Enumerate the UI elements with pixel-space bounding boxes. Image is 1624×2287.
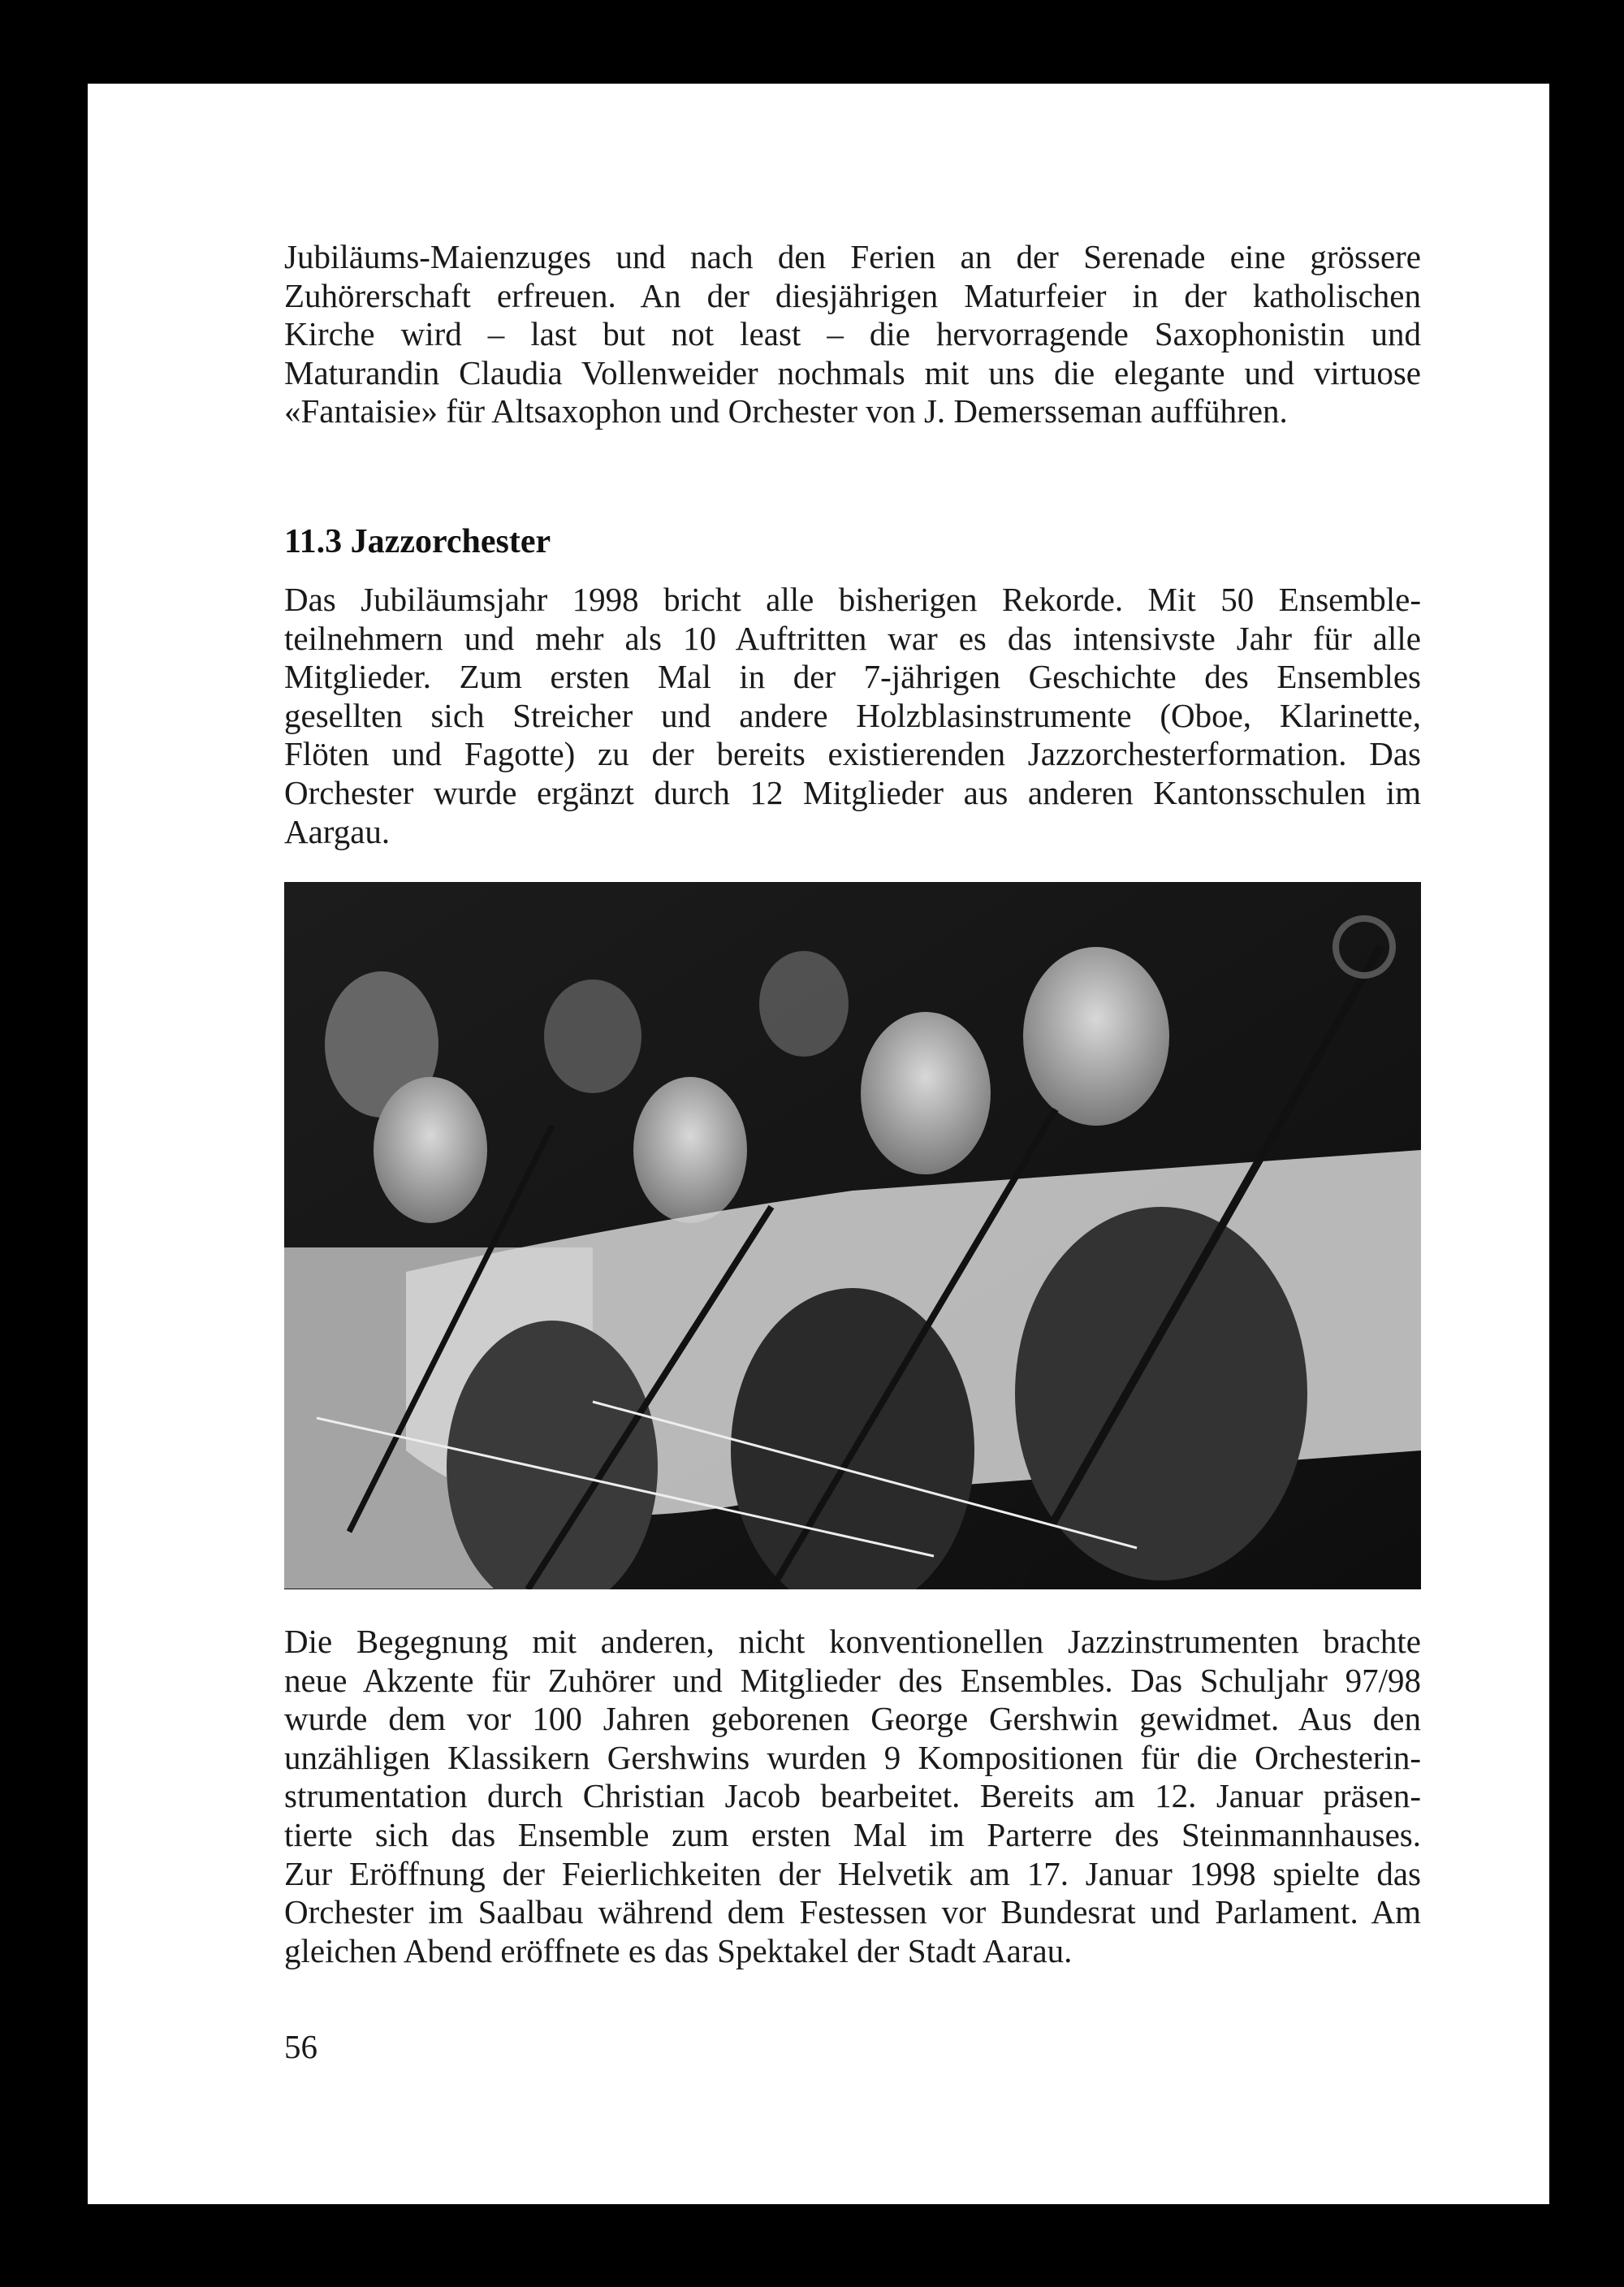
paragraph-2 <box>284 581 1421 851</box>
text-line: «Fantaisie» für Altsaxophon und Orchester von J. Demersseman aufführen. <box>284 392 1288 430</box>
text-line: Die Begegnung mit anderen, nicht konventionellen Jazzinstrumenten brachte <box>284 1623 1421 1660</box>
text-line: wurde dem vor 100 Jahren geborenen George Gershwin gewidmet. Aus den <box>284 1700 1421 1738</box>
text-line: neue Akzente für Zuhörer und Mitglieder des Ensembles. Das Schuljahr 97/98 <box>284 1661 1421 1699</box>
text-line: Orchester wurde ergänzt durch 12 Mitglieder aus anderen Kantonsschulen im <box>284 773 1421 811</box>
page-number: 56 <box>284 2028 317 2065</box>
text-line: Orchester im Saalbau während dem Festessen vor Bundesrat und Parlament. Am <box>284 1893 1421 1931</box>
paragraph-3 <box>284 1623 1421 1970</box>
text-line: Kirche wird – last but not least – die hervorragende Saxophonistin und <box>284 315 1421 353</box>
text-line: unzähligen Klassikern Gershwins wurden 9 Kompositionen für die Orchesterin- <box>284 1738 1421 1776</box>
paragraph-1 <box>284 238 1421 431</box>
text-line: Zur Eröffnung der Feierlichkeiten der Helvetik am 17. Januar 1998 spielte das <box>284 1854 1421 1892</box>
text-line: Jubiläums-Maienzuges und nach den Ferien an der Serenade eine grössere <box>284 238 1421 275</box>
text-line: Mitglieder. Zum ersten Mal in der 7-jährigen Geschichte des Ensembles <box>284 658 1421 696</box>
text-line: strumentation durch Christian Jacob bearbeitet. Bereits am 12. Januar präsen- <box>284 1777 1421 1815</box>
text-line: gleichen Abend eröffnete es das Spektakel der Stadt Aarau. <box>284 1931 1073 1969</box>
orchestra-cellists-photo <box>284 882 1421 1589</box>
text-line: gesellten sich Streicher und andere Holzblasinstrumente (Oboe, Klarinette, <box>284 696 1421 734</box>
text-line: Das Jubiläumsjahr 1998 bricht alle bisherigen Rekorde. Mit 50 Ensemble- <box>284 581 1421 618</box>
photo-image <box>284 882 1421 1589</box>
text-line: Zuhörerschaft erfreuen. An der diesjährigen Maturfeier in der katholischen <box>284 276 1421 314</box>
section-heading: 11.3 Jazzorchester <box>284 523 551 560</box>
text-line: tierte sich das Ensemble zum ersten Mal im Parterre des Steinmannhauses. <box>284 1815 1421 1853</box>
text-line: Maturandin Claudia Vollenweider nochmals mit uns die elegante und virtuose <box>284 353 1421 391</box>
text-line: Aargau. <box>284 812 391 850</box>
document-page <box>88 84 1549 2204</box>
text-line: Flöten und Fagotte) zu der bereits existierenden Jazzorchesterformation. Das <box>284 735 1421 773</box>
text-line: teilnehmern und mehr als 10 Auftritten war es das intensivste Jahr für alle <box>284 619 1421 657</box>
